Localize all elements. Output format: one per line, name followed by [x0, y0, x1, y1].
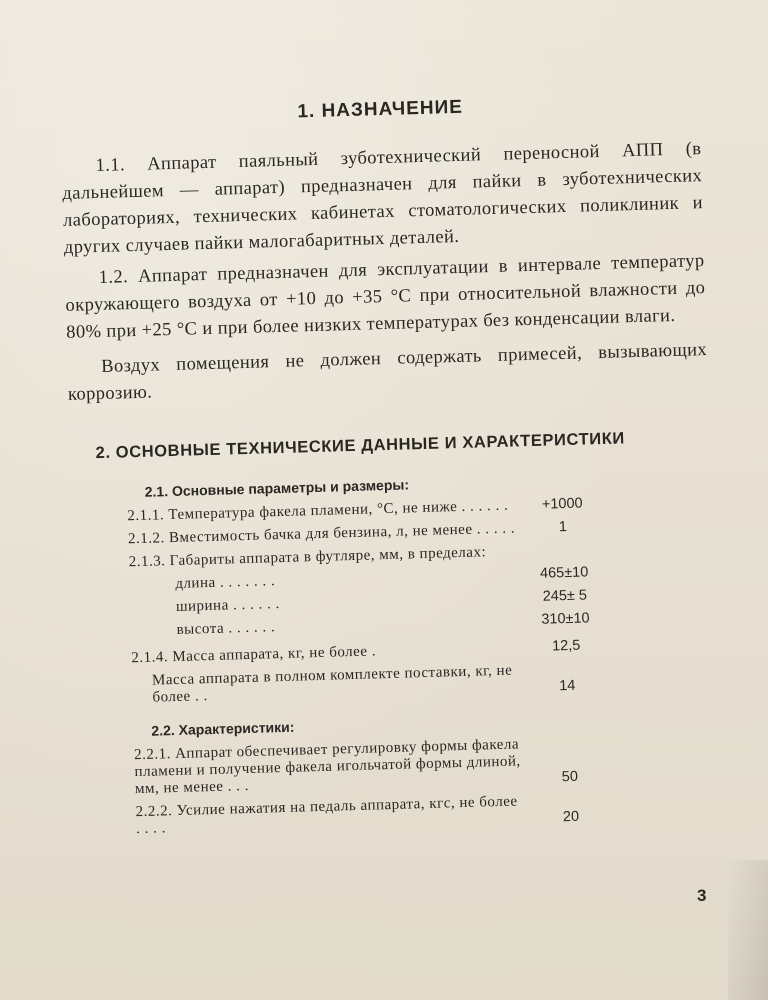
spec-label: 2.1.2. Вместимость бачка для бензина, л, не менее . . . . .	[127, 520, 516, 548]
spec-value: +1000	[541, 495, 583, 513]
dimension-label: длина . . . . . . .	[175, 573, 276, 592]
page-fold-shadow	[728, 860, 768, 1000]
spec-row	[132, 660, 613, 707]
page-content	[60, 90, 720, 846]
spec-label: 2.1.1. Температура факела пламени, °С, не ниже . . . . . .	[127, 497, 509, 525]
dimension-value: 245± 5	[542, 587, 588, 605]
dimension-label: высота . . . . . .	[176, 619, 276, 638]
spec-label: 2.1.3. Габариты аппарата в футляре, мм, в пределах:	[128, 544, 487, 571]
paragraph-1-2: 1.2. Аппарат предназначен для эксплуатации в интервале температур окружающего воздуха от +10 до +35 °С при относительной влажности до 80% при +25 °С и при более низких температурах без конденсации влаги.	[65, 251, 706, 343]
characteristics-list	[134, 734, 616, 838]
spec-value: 50	[561, 768, 579, 786]
subsection-2-2-title: 2.2. Характеристики:	[151, 718, 295, 739]
spec-value: 12,5	[551, 637, 581, 655]
section-1-title: 1. НАЗНАЧЕНИЕ	[297, 96, 464, 123]
spec-value	[519, 558, 609, 561]
paragraph-1-1: 1.1. Аппарат паяльный зуботехнический переносной АПП (в дальнейшем — аппарат) предназначен для пайки в зуботехнических лабораториях, технических кабинетах стоматологических поликлиник и других случаев пайки малогабаритных деталей.	[62, 139, 704, 258]
spec-label: 2.2.2. Усилие нажатия на педаль аппарата, кгс, не более . . . .	[135, 793, 518, 838]
spec-value: 1	[558, 519, 568, 536]
spec-label: 2.1.4. Масса аппарата, кг, не более .	[131, 643, 377, 667]
spec-list	[127, 495, 612, 707]
dimension-value: 310±10	[541, 610, 590, 628]
subsection-2-1-title: 2.1. Основные параметры и размеры:	[144, 476, 410, 500]
section-2-title: 2. ОСНОВНЫЕ ТЕХНИЧЕСКИЕ ДАННЫЕ И ХАРАКТЕРИСТИКИ	[95, 429, 626, 463]
spec-label: Масса аппарата в полном комплекте поставки, кг, не более . .	[151, 662, 513, 706]
spec-value: 20	[562, 808, 580, 826]
spec-row	[135, 791, 616, 838]
paragraph-air: Воздух помещения не должен содержать примесей, вызывающих коррозию.	[67, 340, 708, 405]
spec-row	[134, 734, 615, 798]
spec-value: 14	[559, 677, 576, 695]
page-number: 3	[697, 886, 707, 905]
dimension-label: ширина . . . . . .	[175, 596, 280, 615]
dimension-value: 465±10	[539, 564, 589, 582]
spec-label: 2.2.1. Аппарат обеспечивает регулировку формы факела пламени и получение факела игольчатой формы длиной, мм, не менее . . .	[133, 736, 521, 798]
